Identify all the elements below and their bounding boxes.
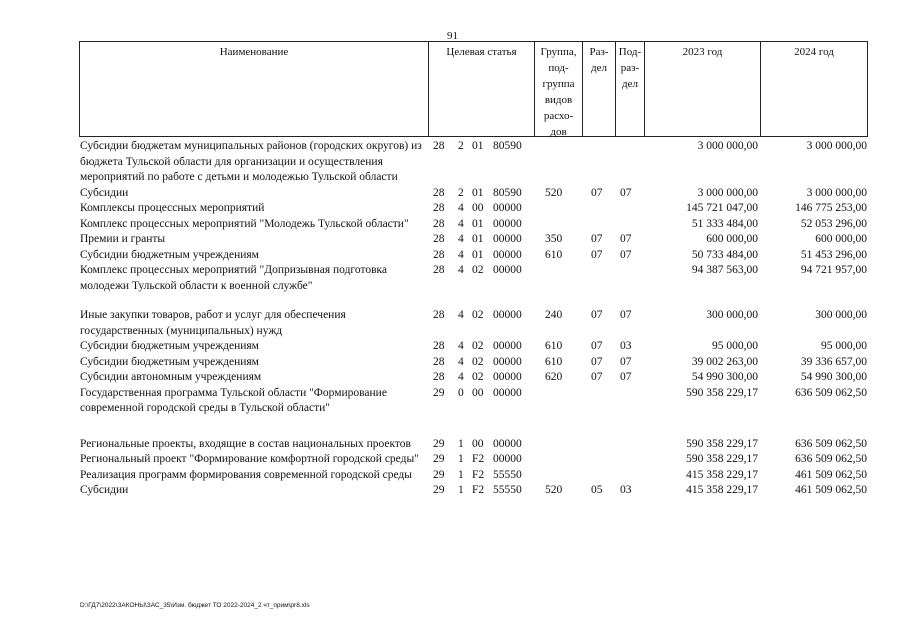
target-code-event: F2 [472,484,485,496]
podrazdel: 03 [620,340,632,352]
header-2023: 2023 год [682,46,723,58]
razdel: 07 [591,355,603,368]
target-code-subprogram: 0 [458,386,464,399]
row-name: Комплекс процессных мероприятий "Допризывная подготовка молодежи Тульской области к военной службе" [80,264,388,292]
expense-group: 240 [545,309,563,321]
row-name: Субсидии бюджетным учреждениям [80,248,259,261]
table-row [79,468,868,484]
amount-2023: 590 358 229,17 [686,437,758,450]
target-code-direction: 55550 [493,484,522,496]
row-name: Субсидии автономным учреждениям [80,371,262,383]
target-code-subprogram: 2 [458,140,464,152]
target-code-subprogram: 4 [458,371,464,383]
row-name: Субсидии [80,484,129,496]
header-podrazdel-line: Под- [618,46,642,58]
amount-2024: 146 775 253,00 [795,202,867,214]
row-name: Субсидии бюджетным учреждениям [80,340,259,352]
target-code-event: 02 [472,355,484,368]
target-code-event: 02 [472,371,484,383]
table-row [79,355,868,371]
target-code-program: 28 [433,202,445,214]
target-code-subprogram: 4 [458,355,464,368]
amount-2024: 3 000 000,00 [806,186,867,199]
podrazdel: 07 [620,355,632,368]
razdel: 07 [591,309,603,321]
table-row [79,483,868,499]
podrazdel: 07 [620,248,632,261]
target-code-program: 29 [433,484,445,496]
table-row [79,263,868,294]
razdel: 07 [591,248,603,261]
target-code-event: 01 [472,233,484,245]
podrazdel: 07 [620,186,632,199]
target-code-direction: 00000 [493,437,522,450]
target-code-direction: 00000 [493,217,522,230]
row-name: Субсидии бюджетам муниципальных районов (городских округов) из бюджета Тульской области для организации и осуществления мероприятий по работе с детьми и молодежью Тульской области [80,140,422,183]
amount-2023: 54 990 300,00 [691,371,758,383]
target-code-subprogram: 4 [458,233,464,245]
target-code-direction: 00000 [493,355,522,368]
amount-2023: 50 733 484,00 [691,248,758,261]
razdel: 07 [591,233,603,245]
amount-2024: 636 509 062,50 [795,453,867,465]
target-code-direction: 00000 [493,340,522,352]
target-code-event: 00 [472,386,484,399]
table-row [79,370,868,386]
target-code-direction: 80590 [493,186,522,199]
amount-2023: 600 000,00 [706,233,758,245]
table-row [79,186,868,202]
target-code-direction: 00000 [493,453,522,465]
amount-2024: 300 000,00 [815,309,867,321]
target-code-program: 28 [433,140,445,152]
target-code-direction: 00000 [493,371,522,383]
amount-2023: 39 002 263,00 [691,355,758,368]
file-path-footer: D:\ГД7\2022\ЗАКОНЫ\ЗАС_35\Изм. бюджет ТО 2022-2024_2 чт_прим\pr8.xls [80,602,310,609]
expense-group: 520 [545,484,563,496]
target-code-subprogram: 1 [458,437,464,450]
amount-2024: 461 509 062,50 [795,484,867,496]
header-razdel [583,42,615,136]
target-code-event: 02 [472,309,484,321]
amount-2024: 95 000,00 [821,340,867,352]
header-podrazdel-line: дел [622,78,638,90]
target-code-program: 29 [433,453,445,465]
target-code-subprogram: 1 [458,453,464,465]
target-code-subprogram: 1 [458,484,464,496]
table-row [79,217,868,233]
target-code-event: 00 [472,202,484,214]
amount-2023: 3 000 000,00 [697,186,758,199]
target-code-program: 28 [433,233,445,245]
target-code-event: 01 [472,140,484,152]
amount-2024: 52 053 296,00 [800,217,867,230]
target-code-direction: 00000 [493,386,522,399]
target-code-program: 28 [433,355,445,368]
row-name: Региональные проекты, входящие в состав национальных проектов [80,437,411,450]
amount-2024: 636 509 062,50 [795,386,867,399]
row-name: Субсидии [80,186,129,199]
amount-2023: 300 000,00 [706,309,758,321]
target-code-subprogram: 4 [458,264,464,276]
header-podrazdel [616,42,644,136]
expense-group: 610 [545,248,563,261]
amount-2023: 94 387 563,00 [691,264,758,276]
row-name: Премии и гранты [80,233,166,245]
target-code-subprogram: 1 [458,468,464,481]
amount-2024: 54 990 300,00 [800,371,867,383]
header-target-article: Целевая статья [446,46,517,58]
table-row [79,386,868,417]
amount-2024: 94 721 957,00 [800,264,867,276]
razdel: 05 [591,484,603,496]
expense-group: 520 [545,186,563,199]
target-code-event: 02 [472,264,484,276]
header-group-line: видов [544,94,573,106]
target-code-event: 00 [472,437,484,450]
header-group-line: дов [550,126,567,138]
amount-2023: 415 358 229,17 [686,468,758,481]
header-group-line: под- [548,62,569,74]
header-group-line: Группа, [540,46,577,58]
target-code-direction: 80590 [493,140,522,152]
row-name: Региональный проект "Формирование комфортной городской среды" [80,453,419,465]
row-name: Субсидии бюджетным учреждениям [80,355,259,368]
podrazdel: 07 [620,371,632,383]
header-razdel-line: дел [591,62,607,74]
target-code-direction: 00000 [493,309,522,321]
target-code-subprogram: 4 [458,309,464,321]
table-row [79,339,868,355]
target-code-event: 01 [472,248,484,261]
row-name: Реализация программ формирования современной городской среды [80,468,413,481]
podrazdel: 07 [620,309,632,321]
target-code-subprogram: 4 [458,202,464,214]
amount-2023: 51 333 484,00 [691,217,758,230]
header-razdel-line: Раз- [589,46,609,58]
podrazdel: 07 [620,233,632,245]
row-name: Иные закупки товаров, работ и услуг для обеспечения государственных (муниципальных) нужд [80,309,346,337]
target-code-program: 29 [433,468,445,481]
header-group [535,42,582,136]
amount-2023: 590 358 229,17 [686,386,758,399]
header-podrazdel-line: раз- [620,62,640,74]
target-code-program: 28 [433,186,445,199]
podrazdel: 03 [620,484,632,496]
amount-2023: 415 358 229,17 [686,484,758,496]
target-code-program: 28 [433,248,445,261]
page-number: 91 [447,30,458,42]
target-code-program: 29 [433,437,445,450]
amount-2023: 3 000 000,00 [697,140,758,152]
row-name: Комплекс процессных мероприятий "Молодежь Тульской области" [80,217,409,230]
target-code-direction: 00000 [493,233,522,245]
expense-group: 620 [545,371,563,383]
razdel: 07 [591,371,603,383]
table-row [79,248,868,264]
amount-2023: 590 358 229,17 [686,453,758,465]
target-code-direction: 55550 [493,468,522,481]
table-body [79,139,868,499]
header-name: Наименование [219,46,289,58]
table-row [79,139,868,186]
expense-group: 610 [545,340,563,352]
amount-2024: 39 336 657,00 [800,355,867,368]
amount-2023: 145 721 047,00 [686,202,758,214]
target-code-event: F2 [472,468,485,481]
header-group-line: группа [542,78,575,90]
target-code-subprogram: 4 [458,340,464,352]
amount-2024: 51 453 296,00 [800,248,867,261]
target-code-subprogram: 4 [458,217,464,230]
table-row [79,452,868,468]
header-group-line: расхо- [543,110,574,122]
target-code-direction: 00000 [493,264,522,276]
target-code-direction: 00000 [493,248,522,261]
target-code-subprogram: 4 [458,248,464,261]
target-code-event: 01 [472,217,484,230]
row-name: Государственная программа Тульской области "Формирование современной городской среды в Тульской области" [80,386,387,414]
target-code-event: 01 [472,186,484,199]
amount-2023: 95 000,00 [712,340,758,352]
amount-2024: 636 509 062,50 [795,437,867,450]
amount-2024: 3 000 000,00 [806,140,867,152]
amount-2024: 600 000,00 [815,233,867,245]
razdel: 07 [591,186,603,199]
target-code-event: 02 [472,340,484,352]
target-code-program: 28 [433,340,445,352]
expense-group: 350 [545,233,563,245]
razdel: 07 [591,340,603,352]
target-code-program: 28 [433,371,445,383]
target-code-direction: 00000 [493,202,522,214]
target-code-program: 28 [433,309,445,321]
target-code-program: 29 [433,386,445,399]
row-name: Комплексы процессных мероприятий [80,202,265,214]
table-row [79,232,868,248]
target-code-subprogram: 2 [458,186,464,199]
target-code-event: F2 [472,453,485,465]
target-code-program: 28 [433,217,445,230]
table-row [79,437,868,453]
target-code-program: 28 [433,264,445,276]
table-row [79,201,868,217]
header-2024: 2024 год [794,46,834,58]
amount-2024: 461 509 062,50 [795,468,867,481]
expense-group: 610 [545,355,563,368]
table-header [79,41,868,137]
table-row [79,308,868,339]
